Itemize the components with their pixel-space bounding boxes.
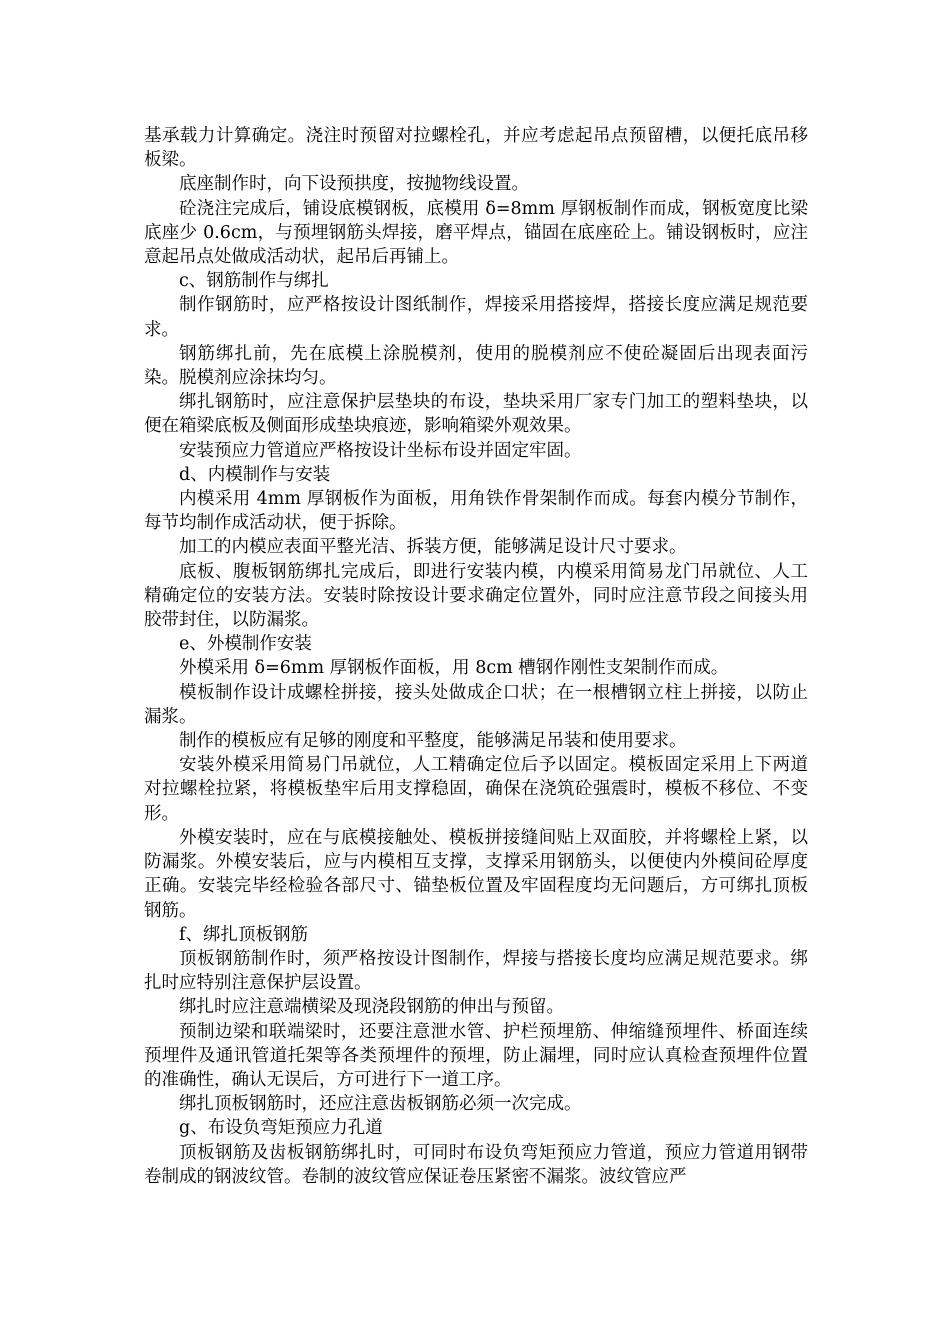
paragraph: 安装外模采用简易门吊就位，人工精确定位后予以固定。模板固定采用上下两道对拉螺栓拉紧，将模板垫牢后用支撑稳固，确保在浇筑砼强震时，模板不移位、不变形。	[144, 755, 808, 824]
paragraph: 制作的模板应有足够的刚度和平整度，能够满足吊装和使用要求。	[179, 731, 687, 752]
paragraph: 加工的内模应表面平整光洁、拆装方便，能够满足设计尺寸要求。	[179, 537, 687, 558]
paragraph: 砼浇注完成后，铺设底模钢板，底模用 δ=8mm 厚钢板制作而成，钢板宽度比梁底座少 0.6cm，与预埋钢筋头焊接，磨平焊点，锚固在底座砼上。铺设钢板时，应注意起吊点处做成活动状，起吊后再铺上。	[144, 198, 808, 268]
document-body	[144, 124, 808, 1189]
paragraph: 绑扎钢筋时，应注意保护层垫块的布设，垫块采用厂家专门加工的塑料垫块，以便在箱梁底板及侧面形成垫块痕迹，影响箱梁外观效果。	[144, 392, 808, 437]
section-heading-e: e、外模制作安装	[179, 634, 312, 655]
paragraph: 绑扎时应注意端横梁及现浇段钢筋的伸出与预留。	[179, 997, 564, 1018]
paragraph: 外模安装时，应在与底模接触处、模板拼接缝间贴上双面胶，并将螺栓上紧，以防漏浆。外模安装后，应与内模相互支撑，支撑采用钢筋头，以便使内外模间砼厚度正确。安装完毕经检验各部尺寸、锚垫板位置及牢固程度均无问题后，方可绑扎顶板钢筋。	[144, 827, 808, 921]
paragraph: 基承载力计算确定。浇注时预留对拉螺栓孔，并应考虑起吊点预留槽，以便托底吊移板梁。	[144, 126, 808, 171]
section-heading-c: c、钢筋制作与绑扎	[179, 271, 329, 292]
section-heading-f: f、绑扎顶板钢筋	[179, 924, 308, 945]
paragraph: 底板、腹板钢筋绑扎完成后，即进行安装内模，内模采用简易龙门吊就位、人工精确定位的安装方法。安装时除按设计要求确定位置外，同时应注意节段之间接头用胶带封住，以防漏浆。	[144, 561, 808, 631]
paragraph: 顶板钢筋制作时，须严格按设计图制作，焊接与搭接长度均应满足规范要求。绑扎时应特别注意保护层设置。	[144, 948, 808, 994]
paragraph: 绑扎顶板钢筋时，还应注意齿板钢筋必须一次完成。	[179, 1094, 582, 1115]
section-heading-d: d、内模制作与安装	[179, 464, 331, 485]
paragraph: 底座制作时，向下设预拱度，按抛物线设置。	[179, 174, 529, 195]
paragraph: 钢筋绑扎前，先在底模上涂脱模剂，使用的脱模剂应不使砼凝固后出现表面污染。脱模剂应涂抹均匀。	[144, 343, 808, 389]
paragraph: 模板制作设计成螺栓拼接，接头处做成企口状；在一根槽钢立柱上拼接，以防止漏浆。	[144, 682, 808, 727]
paragraph: 制作钢筋时，应严格按设计图纸制作，焊接采用搭接焊，搭接长度应满足规范要求。	[144, 295, 808, 340]
paragraph: 预制边梁和联端梁时，还要注意泄水管、护栏预埋筋、伸缩缝预埋件、桥面连续预埋件及通讯管道托架等各类预埋件的预埋，防止漏埋，同时应认真检查预埋件位置的准确性，确认无误后，方可进行下一道工序。	[144, 1021, 808, 1090]
paragraph: 外模采用 δ=6mm 厚钢板作面板，用 8cm 槽钢作刚性支架制作而成。	[179, 658, 729, 679]
paragraph: 顶板钢筋及齿板钢筋绑扎时，可同时布设负弯矩预应力管道，预应力管道用钢带卷制成的钢波纹管。卷制的波纹管应保证卷压紧密不漏浆。波纹管应严	[144, 1142, 808, 1187]
paragraph: 内模采用 4mm 厚钢板作为面板，用角铁作骨架制作而成。每套内模分节制作，每节均制作成活动状，便于拆除。	[144, 489, 808, 534]
paragraph: 安装预应力管道应严格按设计坐标布设并固定牢固。	[179, 440, 582, 461]
section-heading-g: g、布设负弯矩预应力孔道	[179, 1118, 383, 1139]
